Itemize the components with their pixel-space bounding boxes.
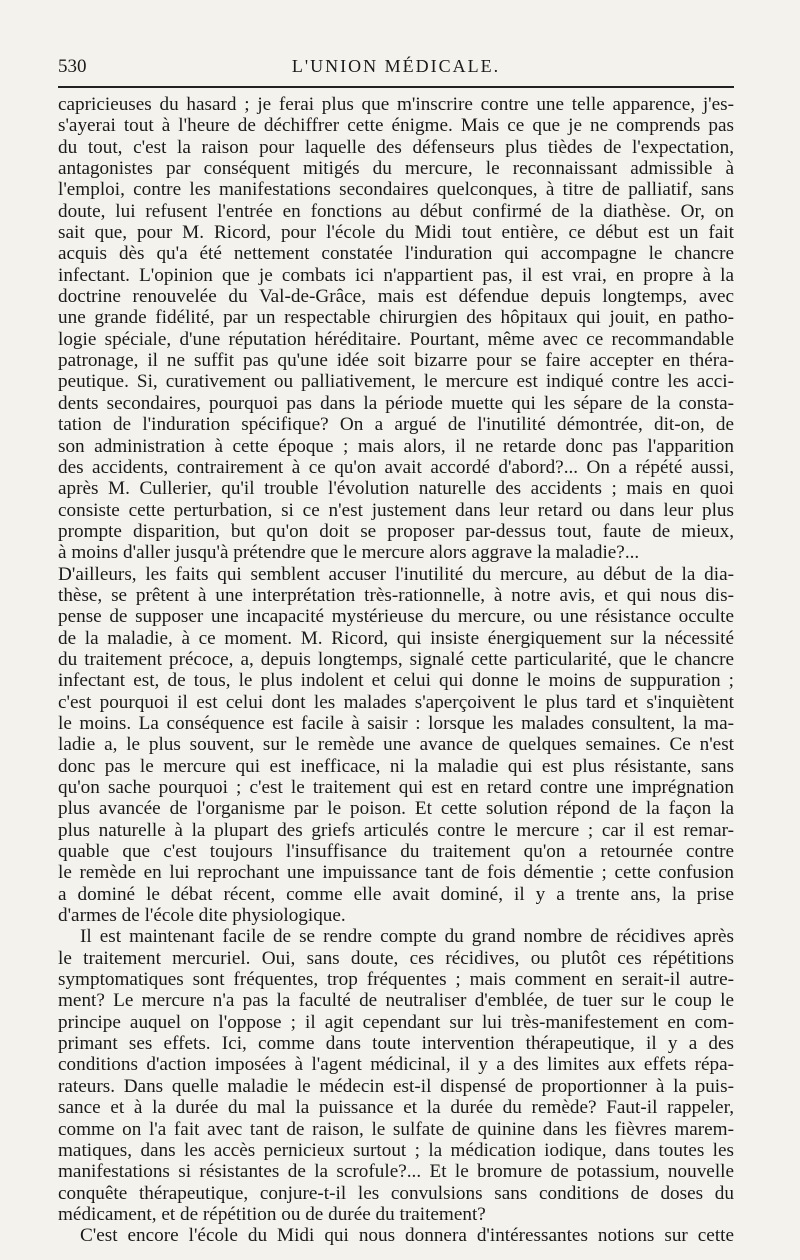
text-line: principe auquel on l'oppose ; il agit cependant sur lui très-manifestement en com- <box>58 1011 734 1033</box>
text-line: conquête thérapeutique, conjure-t-il les convulsions sans conditions de doses du <box>58 1182 734 1204</box>
text-line: C'est encore l'école du Midi qui nous donnera d'intéressantes notions sur cette <box>80 1225 734 1247</box>
text-line: Il est maintenant facile de se rendre compte du grand nombre de récidives après <box>80 926 734 948</box>
text-line: d'armes de l'école dite physiologique. <box>58 905 346 927</box>
text-line: peutique. Si, curativement ou palliativement, le mercure est indiqué contre les acci- <box>58 371 734 393</box>
journal-title: L'UNION MÉDICALE. <box>291 56 501 76</box>
text-line: son administration à cette époque ; mais alors, il ne retarde donc pas l'apparition <box>58 435 734 457</box>
text-line: plus avancée de l'organisme par le poison. Et cette solution répond de la façon la <box>58 798 734 820</box>
text-line: doute, lui refusent l'entrée en fonctions au début confirmé de la diathèse. Or, on <box>58 200 734 222</box>
text-line: conditions d'action imposées à l'agent médicinal, il y a des limites aux effets répa- <box>58 1054 734 1076</box>
text-line: thèse, se prêtent à une interprétation très-rationnelle, à notre avis, et qui nous dis- <box>58 584 734 606</box>
text-line: pense de supposer une incapacité mystérieuse du mercure, ou une résistance occulte <box>58 606 734 628</box>
text-line: D'ailleurs, les faits qui semblent accuser l'inutilité du mercure, au début de la dia- <box>58 563 734 585</box>
text-line: après M. Cullerier, qu'il trouble l'évolution naturelle des accidents ; mais en quoi <box>58 478 734 500</box>
text-line: l'emploi, contre les manifestations secondaires quelconques, à titre de palliatif, sans <box>58 179 734 201</box>
page-number: 530 <box>58 56 87 77</box>
text-line: de la maladie, à ce moment. M. Ricord, qui insiste énergiquement sur la nécessité <box>58 627 734 649</box>
text-line: s'ayerai tout à l'heure de déchiffrer cette énigme. Mais ce que je ne comprends pas <box>58 115 734 137</box>
text-line: dents secondaires, pourquoi pas dans la période muette qui les sépare de la consta- <box>58 392 734 414</box>
text-line: médicament, et de répétition ou de durée du traitement? <box>58 1203 486 1225</box>
text-line: plus naturelle à la plupart des griefs articulés contre le mercure ; car il est remar- <box>58 819 734 841</box>
text-line: c'est pourquoi il est celui dont les malades s'aperçoivent le plus tard et s'inquiètent <box>58 691 734 713</box>
text-line: matiques, dans les accès pernicieux surtout ; la médication iodique, dans toutes les <box>58 1139 734 1161</box>
text-line: infectant est, de tous, le plus indolent et celui qui donne le moins de suppuration ; <box>58 670 734 692</box>
text-line: quable que c'est toujours l'insuffisance du traitement qu'on a retournée contre <box>58 841 734 863</box>
text-line: du tout, c'est la raison pour laquelle des défenseurs plus tièdes de l'expectation, <box>58 136 734 158</box>
text-line: primant ses effets. Ici, comme dans toute intervention thérapeutique, il y a des <box>58 1033 734 1055</box>
text-line: sance et à la durée du mal la puissance et la durée du remède? Faut-il rappeler, <box>58 1097 734 1119</box>
text-line: infectant. L'opinion que je combats ici n'appartient pas, il est vrai, en propre à la <box>58 264 734 286</box>
text-line: le remède en lui reprochant une impuissance tant de fois démentie ; cette confusion <box>58 862 734 884</box>
text-line: du traitement précoce, a, depuis longtemps, signalé cette particularité, que le chancre <box>58 648 734 670</box>
text-line: doctrine renouvelée du Val-de-Grâce, mais est défendue depuis longtemps, avec <box>58 286 734 308</box>
text-line: antagonistes par conséquent mitigés du mercure, le reconnaissant admissible à <box>58 158 734 180</box>
text-line: des accidents, contrairement à ce qu'on avait accordé d'abord?... On a répété aussi, <box>58 456 734 478</box>
text-line: acquis dès qu'a été nettement constatée l'induration qui accompagne le chancre <box>58 243 734 265</box>
text-line: comme on l'a fait avec tant de raison, le sulfate de quinine dans les fièvres marem- <box>58 1118 734 1140</box>
text-line: patronage, il ne suffit pas qu'une idée soit bizarre pour se faire accepter en théra- <box>58 350 734 372</box>
text-line: prompte disparition, but qu'on doit se proposer par-dessus tout, faute de mieux, <box>58 520 734 542</box>
text-line: à moins d'aller jusqu'à prétendre que le mercure alors aggrave la maladie?... <box>58 542 640 564</box>
text-line: a dominé le débat récent, comme elle avait dominé, il y a trente ans, la prise <box>58 883 734 905</box>
text-line: logie spéciale, d'une réputation héréditaire. Pourtant, même avec ce recommandable <box>58 328 734 350</box>
text-line: qu'on sache pourquoi ; c'est le traitement qui est en retard contre une imprégnation <box>58 777 734 798</box>
text-line: ment? Le mercure n'a pas la faculté de neutraliser d'emblée, de tuer sur le coup le <box>58 990 734 1012</box>
running-header <box>58 56 734 88</box>
text-line: tation de l'induration spécifique? On a argué de l'inutilité démontrée, dit-on, de <box>58 414 734 436</box>
text-line: ladie a, le plus souvent, sur le remède une avance de quelques semaines. Ce n'est <box>58 734 734 756</box>
text-line: capricieuses du hasard ; je ferai plus que m'inscrire contre une telle apparence, j'es- <box>58 94 734 115</box>
text-line: manifestations si résistantes de la scrofule?... Et le bromure de potassium, nouvelle <box>58 1161 734 1183</box>
text-line: le moins. La conséquence est facile à saisir : lorsque les malades consultent, la ma- <box>58 712 734 734</box>
text-line: donc pas le mercure qui est inefficace, ni la maladie qui est plus résistante, sans <box>58 755 734 777</box>
text-line: sait que, pour M. Ricord, pour l'école du Midi tout entière, ce début est un fait <box>58 222 734 244</box>
text-line: le traitement mercuriel. Oui, sans doute, ces récidives, ou plutôt ces répétitions <box>58 947 734 969</box>
text-line: une grande fidélité, par un respectable chirurgien des hôpitaux qui jouit, en patho- <box>58 307 734 329</box>
text-line: symptomatiques sont fréquentes, trop fréquentes ; mais comment en serait-il autre- <box>58 969 734 991</box>
text-line: rateurs. Dans quelle maladie le médecin est-il dispensé de proportionner à la puis- <box>58 1075 734 1097</box>
text-line: consiste cette perturbation, si ce n'est justement dans leur retard ou dans leur plus <box>58 499 734 521</box>
body-text <box>58 94 734 1247</box>
